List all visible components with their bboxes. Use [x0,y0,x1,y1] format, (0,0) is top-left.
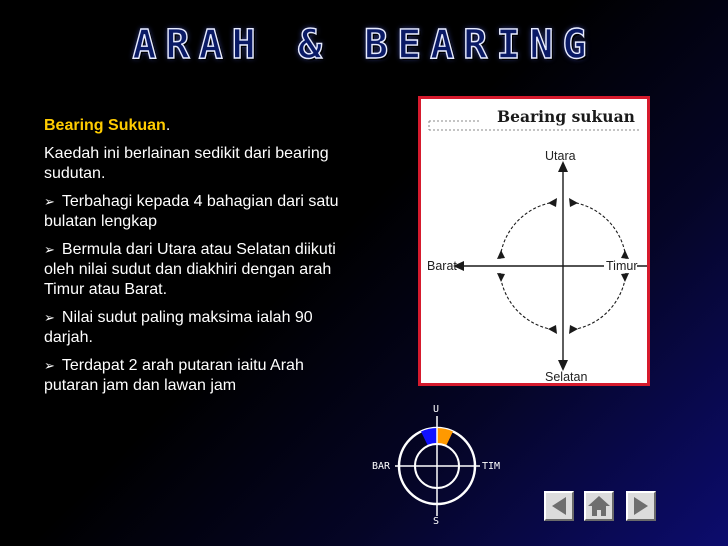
bullet-item-4 [44,356,360,396]
bullet-item-2 [44,240,360,300]
bullet-item-1 [44,192,360,232]
arrow-bullet-icon: ➢ [44,194,55,209]
label-west: Barat [427,259,457,273]
bullet-text: Nilai sudut paling maksima ialah 90 darjah. [44,309,313,346]
next-slide-button[interactable] [626,491,656,521]
arc-ne [571,202,626,259]
label-north: Utara [545,149,576,163]
bearing-sukuan-figure [418,96,650,386]
home-icon [586,493,612,519]
arrow-bullet-icon: ➢ [44,310,55,325]
arrow-bullet-icon: ➢ [44,242,55,257]
compass-label-west: BAR [372,461,391,472]
arc-se [571,273,626,330]
arc-arrow-icon [621,273,629,282]
label-south: Selatan [545,370,588,384]
compass-label-east: TIM [482,461,501,472]
arc-arrow-icon [497,273,505,282]
intro-text: Kaedah ini berlainan sedikit dari bearing sudutan. [44,145,329,182]
arrow-bullet-icon: ➢ [44,358,55,373]
compass-label-north: U [433,404,440,415]
heading-suffix: . [165,117,171,134]
arc-arrow-icon [548,325,557,334]
compass-quadrant-diagram [370,400,506,526]
bullet-item-3 [44,308,360,348]
bullet-text: Terdapat 2 arah putaran iaitu Arah putaran jam dan lawan jam [44,357,304,394]
arc-arrow-icon [497,250,505,259]
previous-slide-button[interactable] [544,491,574,521]
section-heading [44,116,360,136]
slide-content [44,116,360,404]
arc-arrow-icon [548,198,557,207]
arc-arrow-icon [621,250,629,259]
compass-label-south: S [433,516,440,526]
figure-diagram [421,99,647,383]
bullet-text: Bermula dari Utara atau Selatan diikuti oleh nilai sudut dan diakhiri dengan arah Timur atau Barat. [44,241,336,298]
bullet-text: Terbahagi kepada 4 bahagian dari satu bulatan lengkap [44,193,339,230]
label-east: Timur [606,259,638,273]
slide-title: ARAH & BEARING [132,22,596,68]
heading-text: Bearing Sukuan [44,117,166,134]
arc-arrow-icon [569,325,578,334]
home-button[interactable] [584,491,614,521]
figure-title: Bearing sukuan [497,107,635,126]
triangle-right-icon [628,493,654,519]
arc-sw [500,273,555,330]
arc-arrow-icon [569,198,578,207]
arc-nw [500,202,555,259]
triangle-left-icon [546,493,572,519]
